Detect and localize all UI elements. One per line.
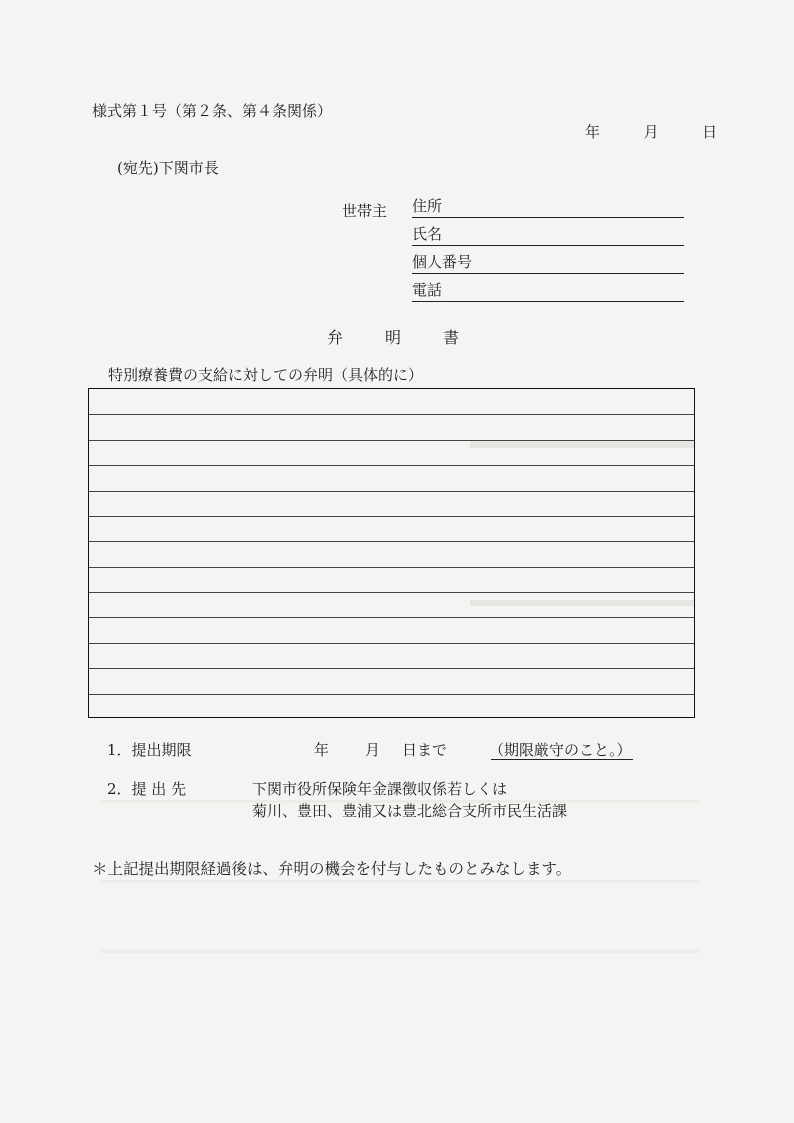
ruled-line xyxy=(89,440,694,441)
deadline-day: 日まで xyxy=(402,741,448,759)
address-label: 住所 xyxy=(412,197,443,215)
deadline-note: （期限厳守のこと。） xyxy=(489,741,632,759)
ruled-line xyxy=(89,414,694,415)
ruled-line xyxy=(89,643,694,644)
bleed-through-decoration xyxy=(100,950,700,953)
address-field[interactable] xyxy=(412,198,684,218)
phone-label: 電話 xyxy=(412,281,443,299)
date-day: 日 xyxy=(702,123,718,141)
title-char: 明 xyxy=(385,328,402,347)
deadline-month: 月 xyxy=(365,741,381,759)
explanation-heading: 特別療養費の支給に対しての弁明（具体的に） xyxy=(108,366,424,384)
name-field[interactable] xyxy=(412,226,684,246)
date-month: 月 xyxy=(643,123,659,141)
bleed-through-decoration xyxy=(100,880,700,883)
individual-number-field[interactable] xyxy=(412,254,684,274)
submission-destination-1: 下関市役所保険年金課徴収係若しくは xyxy=(252,780,508,798)
ruled-line xyxy=(89,516,694,517)
submission-label: 2．提 出 先 xyxy=(107,780,187,798)
explanation-write-area[interactable] xyxy=(88,388,695,718)
form-number: 様式第１号（第２条、第４条関係） xyxy=(92,102,333,120)
title-char: 弁 xyxy=(327,328,344,347)
deadline-label: 1．提出期限 xyxy=(107,741,192,759)
document-title xyxy=(327,325,459,348)
ruled-line xyxy=(89,491,694,492)
addressee: (宛先)下関市長 xyxy=(117,159,219,177)
ruled-line xyxy=(89,541,694,542)
submission-destination-2: 菊川、豊田、豊浦又は豊北総合支所市民生活課 xyxy=(252,802,568,820)
ruled-line xyxy=(89,567,694,568)
deadline-note-underline xyxy=(491,759,633,760)
ruled-line xyxy=(89,694,694,695)
ruled-line xyxy=(89,617,694,618)
applicant-label: 世帯主 xyxy=(342,202,388,220)
title-char: 書 xyxy=(443,328,460,347)
phone-field[interactable] xyxy=(412,282,684,302)
date-year: 年 xyxy=(585,123,601,141)
ruled-line xyxy=(89,592,694,593)
footnote: ＊上記提出期限経過後は、弁明の機会を付与したものとみなします。 xyxy=(92,860,572,878)
deadline-year: 年 xyxy=(314,741,330,759)
name-label: 氏名 xyxy=(412,225,443,243)
ruled-line xyxy=(89,668,694,669)
individual-number-label: 個人番号 xyxy=(412,253,473,271)
date-line xyxy=(585,121,717,142)
ruled-line xyxy=(89,465,694,466)
